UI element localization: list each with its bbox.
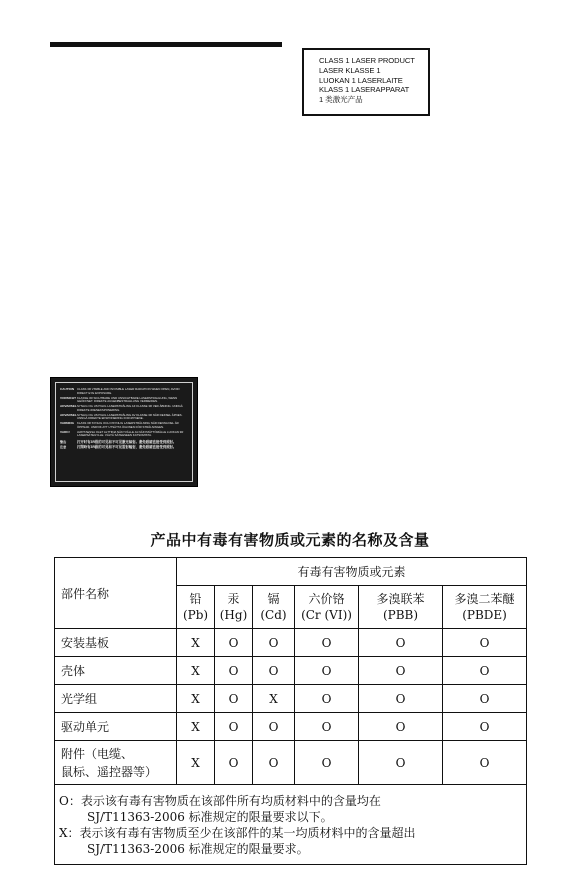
value-cell: O xyxy=(359,657,443,685)
value-cell: O xyxy=(359,685,443,713)
table-header-row xyxy=(55,558,527,586)
part-name-line: 鼠标、遥控器等） xyxy=(61,764,158,779)
caution-row-text: KLASS 3R SYNLIG OCH OSYNLIG LASERSTRÅLNING NÄR DENNA DEL ÄR ÖPPNAD. UNDVIK ATT UTSÄTTA ÖGONEN FÖR STRÅLNINGEN. xyxy=(77,421,179,429)
element-name: 汞 xyxy=(227,592,240,606)
caution-row xyxy=(60,388,188,395)
value-cell: O xyxy=(215,713,253,741)
value-cell: O xyxy=(359,713,443,741)
value-cell: O xyxy=(295,685,359,713)
element-header-cr6 xyxy=(295,586,359,629)
value-cell: O xyxy=(295,657,359,685)
caution-row-key: ADVARSEL xyxy=(60,404,77,409)
value-cell: O xyxy=(215,685,253,713)
part-name xyxy=(55,741,177,785)
part-name: 光学组 xyxy=(55,685,177,713)
hazardous-substances-table xyxy=(54,557,527,865)
element-symbol: (PBB) xyxy=(382,608,419,622)
value-cell: O xyxy=(253,741,295,785)
caution-row-text: 打开时有3R级的可见和不可见激光辐射。避免眼睛直接受到照射。 xyxy=(77,439,177,444)
caution-row xyxy=(60,414,188,421)
caution-row-text: AVATTAESSA OLET ALTTIINA NÄKYVÄLLE JA NÄKYMÄTTÖMÄLLE LUOKAN 3R LASERSÄTEILYLLE. VÄLTÄ SÄTEESEEN KATSOMISTA. xyxy=(77,429,184,438)
laser-caution-label xyxy=(50,377,198,487)
value-cell: X xyxy=(253,685,295,713)
note-line: O：表示该有毒有害物质在该部件所有均质材料中的含量均在 xyxy=(59,794,381,808)
element-symbol: (Cr (VI)) xyxy=(301,608,352,622)
caution-row-text: 打開時有3R級的可見和不可見雷射輻射，避免眼睛直接受到照射。 xyxy=(77,445,177,450)
value-cell: O xyxy=(443,741,527,785)
element-name: 铅 xyxy=(189,592,202,606)
substance-header: 有毒有害物质或元素 xyxy=(177,558,527,586)
rohs-table-title: 产品中有毒有害物质或元素的名称及含量 xyxy=(150,531,430,549)
caution-row xyxy=(60,422,188,429)
caution-label-inner xyxy=(55,382,193,482)
caution-row-key: VARO! xyxy=(60,429,70,434)
value-cell: X xyxy=(177,657,215,685)
part-name: 安装基板 xyxy=(55,629,177,657)
value-cell: O xyxy=(215,657,253,685)
value-cell: X xyxy=(177,685,215,713)
caution-row xyxy=(60,431,188,438)
value-cell: O xyxy=(443,713,527,741)
caution-row xyxy=(60,440,188,444)
element-name: 多溴联苯 xyxy=(376,592,425,606)
element-header-hg xyxy=(215,586,253,629)
element-header-pbb xyxy=(359,586,443,629)
table-row xyxy=(55,657,527,685)
value-cell: O xyxy=(295,713,359,741)
caution-row xyxy=(60,405,188,412)
caution-row xyxy=(60,397,188,404)
element-header-pbde xyxy=(443,586,527,629)
element-header-pb xyxy=(177,586,215,629)
caution-row-key: ADVARSEL xyxy=(60,412,77,417)
value-cell: O xyxy=(359,741,443,785)
part-name-line: 附件（电缆、 xyxy=(61,746,134,761)
value-cell: O xyxy=(359,629,443,657)
laser-label-line: KLASS 1 LASERAPPARAT xyxy=(319,85,410,95)
value-cell: X xyxy=(177,629,215,657)
value-cell: O xyxy=(295,741,359,785)
table-row xyxy=(55,685,527,713)
value-cell: O xyxy=(443,685,527,713)
part-name: 壳体 xyxy=(55,657,177,685)
value-cell: O xyxy=(215,741,253,785)
note-line: X：表示该有毒有害物质至少在该部件的某一均质材料中的含量超出 xyxy=(59,826,416,840)
caution-row-text: SYNLIG OG USYNLIG LASERSTRÅLING AF KLASSE 3R VED ÅBNING. UNDGÅ DIREKTE ØJENEKSPONERING. xyxy=(77,404,183,412)
laser-class-label xyxy=(302,48,430,116)
caution-row-text: CLASS 3R VISIBLE AND INVISIBLE LASER RADIATION WHEN OPEN, AVOID DIRECT EYE EXPOSURE. xyxy=(77,387,180,395)
note-line: SJ/T11363-2006 标准规定的限量要求以下。 xyxy=(87,810,333,824)
caution-row-key: VARNING xyxy=(60,421,75,426)
value-cell: O xyxy=(295,629,359,657)
element-name: 六价铬 xyxy=(308,592,345,606)
notes-row xyxy=(55,785,527,865)
element-name: 镉 xyxy=(267,592,280,606)
element-symbol: (Cd) xyxy=(260,608,287,622)
element-symbol: (Pb) xyxy=(182,608,209,622)
caution-row-key: VORSICHT xyxy=(60,395,76,400)
note-line: SJ/T11363-2006 标准规定的限量要求。 xyxy=(87,842,309,856)
value-cell: O xyxy=(443,657,527,685)
value-cell: O xyxy=(253,657,295,685)
value-cell: O xyxy=(253,713,295,741)
laser-label-line: LUOKAN 1 LASERLAITE xyxy=(319,75,403,85)
laser-label-line: 1 类激光产品 xyxy=(319,95,363,105)
table-row xyxy=(55,713,527,741)
caution-row-text: SYNLIG OG USYNLIG LASERSTRÅLING AV KLASSE 3R NÅR DEKSEL ÅPNES. UNNGÅ DIREKTE EKSPONERING FOR ØYNENE. xyxy=(77,412,183,421)
element-name: 多溴二苯醚 xyxy=(454,592,515,606)
value-cell: X xyxy=(177,713,215,741)
table-row xyxy=(55,741,527,785)
element-symbol: (Hg) xyxy=(219,608,248,622)
caution-row xyxy=(60,445,188,449)
caution-row-key: 警告 xyxy=(60,439,67,444)
element-header-cd xyxy=(253,586,295,629)
part-name: 驱动单元 xyxy=(55,713,177,741)
laser-label-line: CLASS 1 LASER PRODUCT xyxy=(319,56,415,65)
caution-row-key: CAUTION xyxy=(60,387,75,391)
caution-row-key: 注意 xyxy=(60,445,67,450)
element-symbol: (PBDE) xyxy=(462,608,507,622)
value-cell: O xyxy=(443,629,527,657)
value-cell: X xyxy=(177,741,215,785)
table-row xyxy=(55,629,527,657)
laser-label-line: LASER KLASSE 1 xyxy=(319,65,381,75)
caution-row-text: KLASSE 3R SICHTBARE UND UNSICHTBARE LASERSTRAHLUNG, WENN GEÖFFNET. DIREKTE AUGENBESTRAHLUNG VERMEIDEN. xyxy=(77,395,178,404)
value-cell: O xyxy=(215,629,253,657)
value-cell: O xyxy=(253,629,295,657)
part-name-header: 部件名称 xyxy=(55,558,177,629)
table-notes xyxy=(55,785,527,865)
top-rule xyxy=(50,42,282,47)
